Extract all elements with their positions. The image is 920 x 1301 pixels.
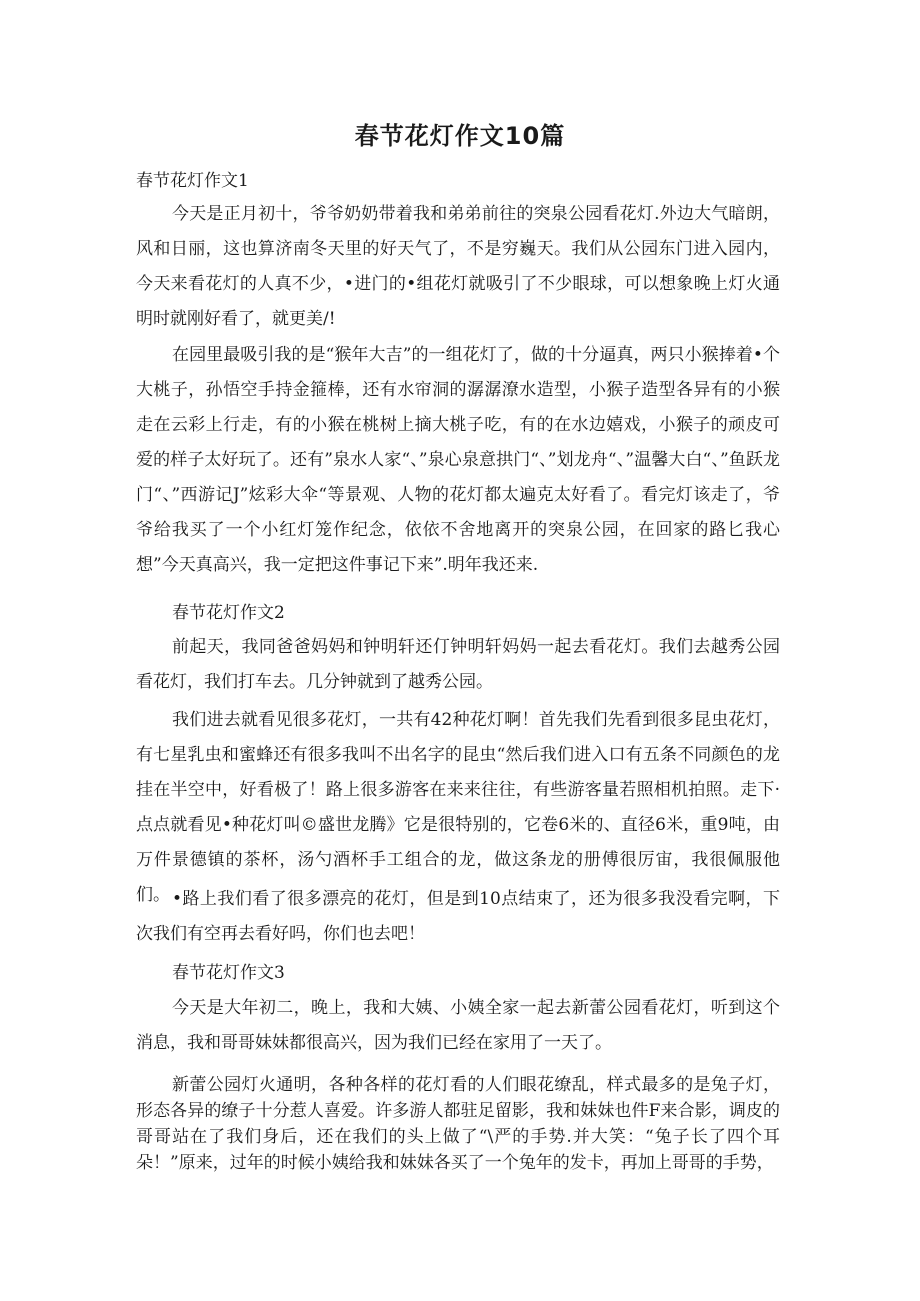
paragraph: 今天是正月初十，爷爷奶奶带着我和弟弟前往的突泉公园看花灯.外边大气暗朗，风和日丽，这也算济南冬天里的好天气了，不是穷巍天。我们从公园东门进入园内，今天来看花灯的人真不少，•进门的•组花灯就吸引了不少眼球，可以想象晚上灯火通明时就刚好看了，就更美/!	[136, 204, 780, 329]
paragraph: 前起天，我同爸爸妈妈和钟明轩还仃钟明轩妈妈一起去看花灯。我们去越秀公园看花灯，我们打车去。几分钟就到了越秀公园。	[136, 637, 780, 692]
paragraph: 在园里最吸引我的是“猴年大吉”的一组花灯了，做的十分逼真，两只小猴捧着•个大桃子，孙悟空手持金箍棒，还有水帘洞的潺潺潦水造型，小猴子造型各异有的小猴走在云彩上行走，有的小猴在桃树上摘大桃子吃，有的在水边嬉戏，小猴子的顽皮可爱的样子太好玩了。还有”泉水人家“、”泉心泉意拱门“、”划龙舟“、”温馨大白“、”鱼跃龙门“、”西游记J”炫彩大伞“等景观、人物的花灯都太遍克太好看了。看完灯该走了，爷爷给我买了一个小红灯笼作纪念，依依不舍地离开的突泉公园，在回家的路匕我心想”今天真高兴，我一定把这件事记下来”.明年我还来.	[136, 345, 780, 575]
paragraph: 今天是大年初二，晚上，我和大姨、小姨全家一起去新蕾公园看花灯，听到这个消息，我和哥哥妹妹都很高兴，因为我们已经在家用了一天了。	[136, 998, 780, 1053]
paragraph: •路上我们看了很多漂亮的花灯，但是到10点结束了，还为很多我没看完啊，下次我们有空再去看好吗，你们也去吧！	[136, 889, 780, 944]
paragraph: 新蕾公园灯火通明，各种各样的花灯看的人们眼花缭乱，样式最多的是兔子灯，形态各异的缭子十分惹人喜爱。许多游人都驻足留影，我和妹妹也件F来合影，调皮的哥哥站在了我们身后，还在我们的头上做了“\严的手势.并大笑：“兔子长了四个耳朵！”原来，过年的时候小姨给我和妹妹各买了一个兔年的发卡，再加上哥哥的手势，	[136, 1075, 780, 1173]
section-heading-1: 春节花灯作文1	[136, 171, 249, 191]
document-title: 春节花灯作文10篇	[354, 122, 566, 150]
section-heading-3: 春节花灯作文3	[172, 963, 285, 983]
paragraph: 我们进去就看见很多花灯，一共有42种花灯啊！首先我们先看到很多昆虫花灯，有七星乳虫和蜜蜂还有很多我叫不出名字的昆虫“然后我们进入口有五条不同颜色的龙挂在半空中，好看极了！路上很多游客在来来往往，有些游客量若照相机拍照。走下·点点就看见•种花灯叫©盛世龙腾》它是很特别的，它卷6米的、直径6米，重9吨，由万件景德镇的茶杯，汤勺酒杯手工组合的龙，做这条龙的册傅很厉宙，我很佩服他们。	[136, 710, 780, 905]
section-heading-2: 春节花灯作文2	[172, 603, 285, 623]
